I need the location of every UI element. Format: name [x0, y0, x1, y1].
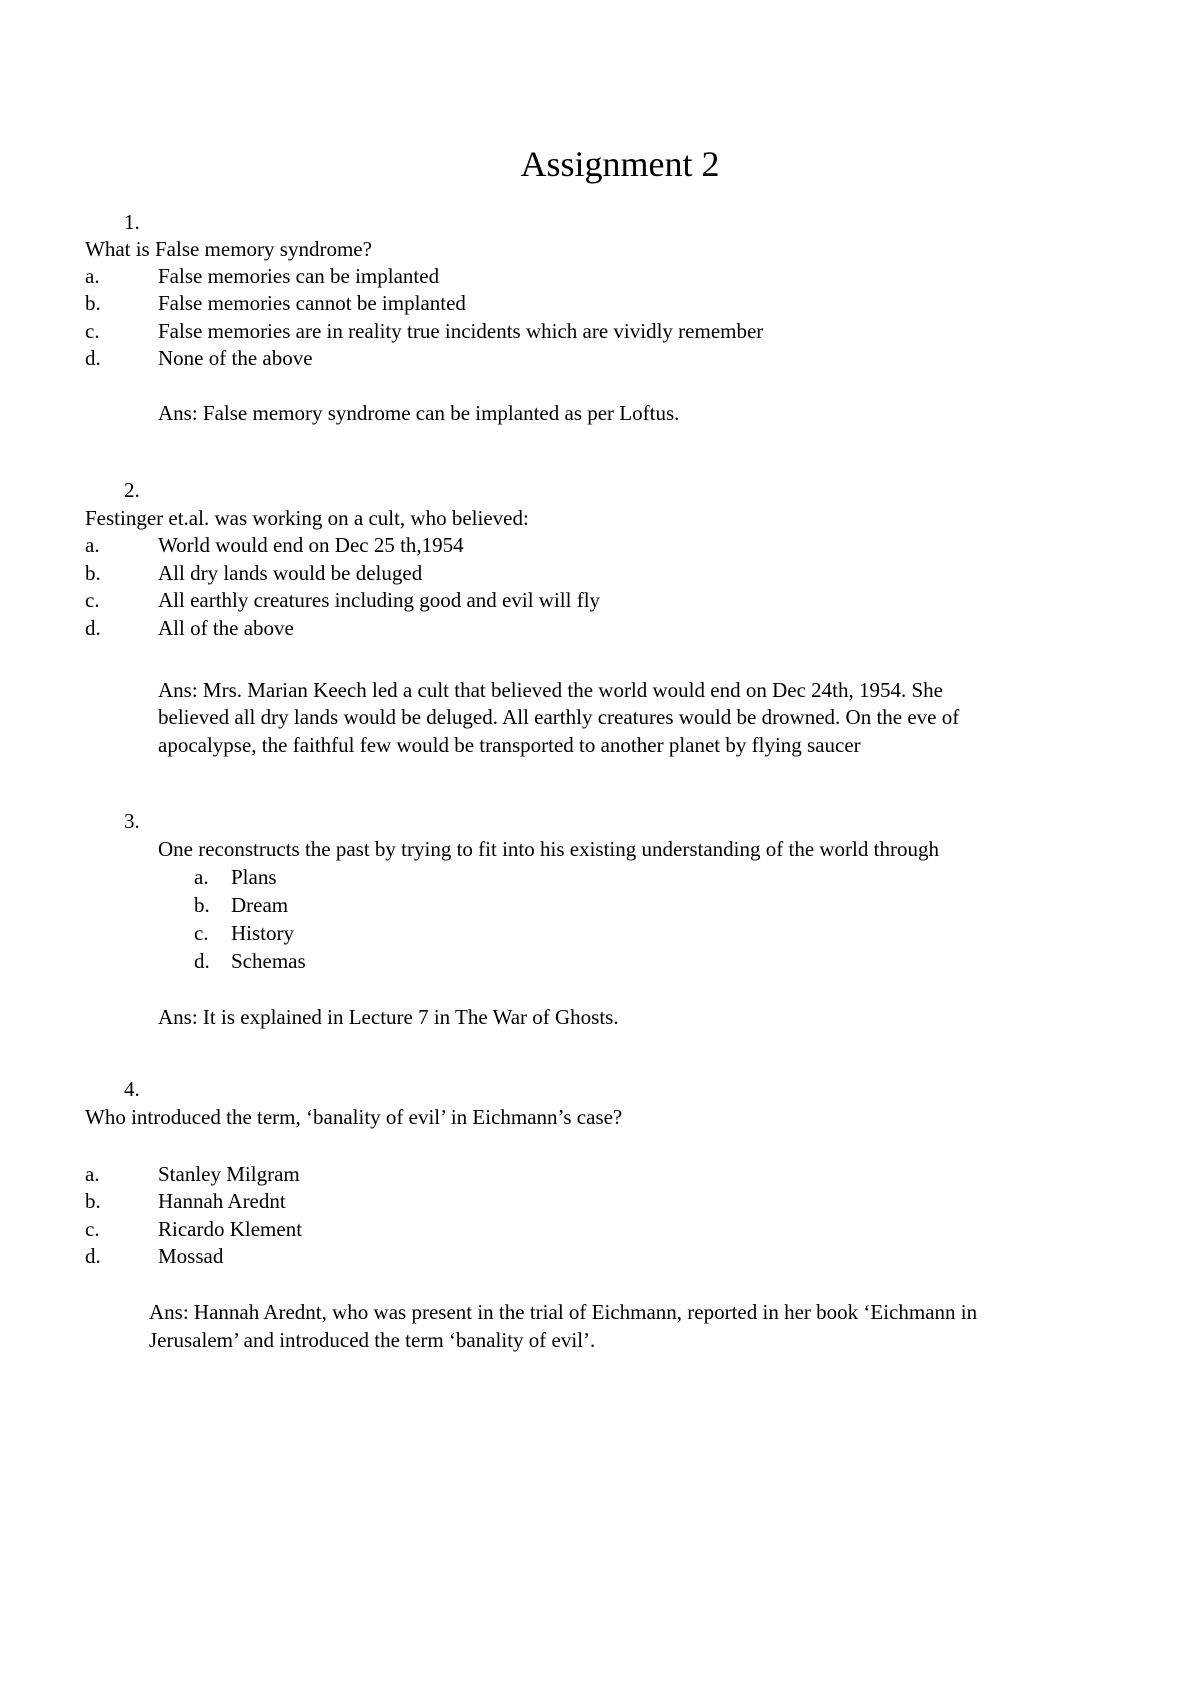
option-text: History [231, 921, 294, 945]
option-text: Hannah Arednt [158, 1189, 286, 1213]
option-text: False memories cannot be implanted [158, 291, 466, 315]
option-text: Stanley Milgram [158, 1162, 300, 1186]
question-number: 2. [124, 478, 140, 502]
answer-text: Ans: It is explained in Lecture 7 in The War of Ghosts. [158, 1005, 619, 1029]
question-text: Who introduced the term, ‘banality of evil’ in Eichmann’s case? [85, 1105, 623, 1129]
option-letter: b. [85, 561, 101, 585]
option-letter: d. [85, 616, 101, 640]
option-letter: b. [85, 291, 101, 315]
option-letter: c. [85, 319, 100, 343]
page-title: Assignment 2 [520, 144, 720, 184]
question-number: 4. [124, 1077, 140, 1101]
option-letter: c. [194, 921, 209, 945]
answer-text: apocalypse, the faithful few would be transported to another planet by flying saucer [158, 733, 861, 757]
answer-text: Jerusalem’ and introduced the term ‘banality of evil’. [149, 1328, 596, 1352]
option-letter: d. [194, 949, 210, 973]
option-letter: b. [194, 893, 210, 917]
option-text: Plans [231, 865, 277, 889]
question-text: Festinger et.al. was working on a cult, who believed: [85, 506, 529, 530]
option-letter: d. [85, 1244, 101, 1268]
answer-text: Ans: Mrs. Marian Keech led a cult that believed the world would end on Dec 24th, 1954. She [158, 678, 943, 702]
option-text: All dry lands would be deluged [158, 561, 423, 585]
question-text: What is False memory syndrome? [85, 237, 372, 261]
option-text: Ricardo Klement [158, 1217, 303, 1241]
option-letter: a. [85, 533, 100, 557]
option-text: Schemas [231, 949, 306, 973]
option-letter: c. [85, 588, 100, 612]
option-text: Mossad [158, 1244, 224, 1268]
answer-text: Ans: False memory syndrome can be implanted as per Loftus. [158, 401, 680, 425]
question-number: 1. [124, 210, 140, 234]
option-text: Dream [231, 893, 289, 917]
option-letter: c. [85, 1217, 100, 1241]
question-text: One reconstructs the past by trying to fit into his existing understanding of the world through [158, 837, 939, 861]
option-text: False memories can be implanted [158, 264, 440, 288]
option-letter: a. [85, 264, 100, 288]
answer-text: believed all dry lands would be deluged. All earthly creatures would be drowned. On the eve of [158, 705, 960, 729]
option-text: All of the above [158, 616, 294, 640]
option-text: None of the above [158, 346, 313, 370]
question-number: 3. [124, 809, 140, 833]
option-letter: a. [85, 1162, 100, 1186]
option-text: All earthly creatures including good and evil will fly [158, 588, 601, 612]
option-text: False memories are in reality true incidents which are vividly remember [158, 319, 764, 343]
option-letter: b. [85, 1189, 101, 1213]
answer-text: Ans: Hannah Arednt, who was present in the trial of Eichmann, reported in her book ‘Eichmann in [149, 1300, 978, 1324]
option-text: World would end on Dec 25 th,1954 [158, 533, 464, 557]
option-letter: d. [85, 346, 101, 370]
option-letter: a. [194, 865, 209, 889]
